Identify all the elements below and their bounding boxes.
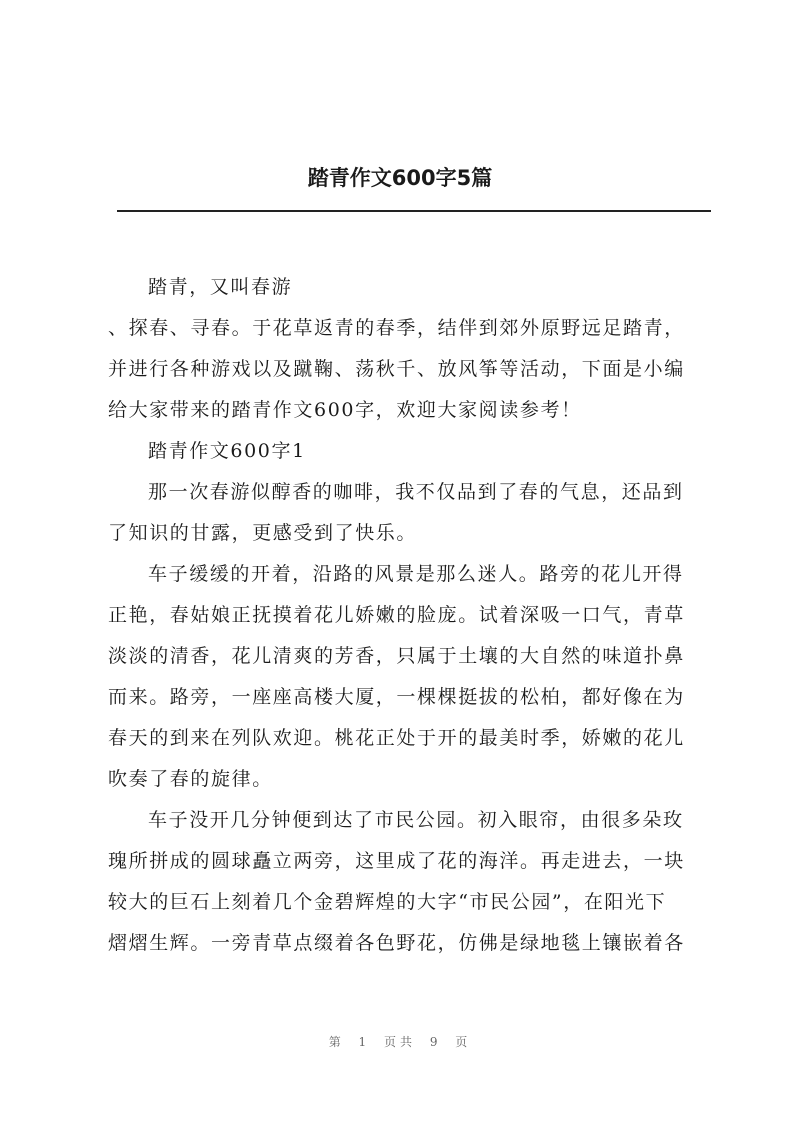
text-line: 给大家带来的踏青作文600字，欢迎大家阅读参考！	[108, 399, 582, 421]
document-title: 踏青作文600字5篇	[307, 166, 493, 190]
text-line: 车子没开几分钟便到达了市民公园。初入眼帘，由很多朵玫	[148, 809, 684, 831]
text-line: 熠熠生辉。一旁青草点缀着各色野花，仿佛是绿地毯上镶嵌着各	[108, 932, 685, 954]
text-line: 较大的巨石上刻着几个金碧辉煌的大字“市民公园”，在阳光下	[108, 891, 667, 913]
title-underline	[117, 210, 711, 212]
text-line: 、探春、寻春。于花草返青的春季，结伴到郊外原野远足踏青，	[108, 317, 685, 339]
section-heading: 踏青作文600字1	[148, 440, 306, 462]
page-footer: 第 1 页共 9 页	[328, 1035, 472, 1049]
text-line: 并进行各种游戏以及蹴鞠、荡秋千、放风筝等活动，下面是小编	[108, 358, 685, 380]
text-line: 正艳，春姑娘正抚摸着花儿娇嫩的脸庞。试着深吸一口气，青草	[108, 604, 685, 626]
text-line: 踏青，又叫春游	[148, 276, 293, 298]
text-line: 了知识的甘露，更感受到了快乐。	[108, 522, 418, 544]
text-line: 那一次春游似醇香的咖啡，我不仅品到了春的气息，还品到	[148, 481, 684, 503]
text-line: 瑰所拼成的圆球矗立两旁，这里成了花的海洋。再走进去，一块	[108, 850, 685, 872]
text-line: 而来。路旁，一座座高楼大厦，一棵棵挺拔的松柏，都好像在为	[108, 686, 685, 708]
text-line: 吹奏了春的旋律。	[108, 768, 273, 790]
text-line: 春天的到来在列队欢迎。桃花正处于开的最美时季，娇嫩的花儿	[108, 727, 685, 749]
text-line: 车子缓缓的开着，沿路的风景是那么迷人。路旁的花儿开得	[148, 563, 684, 585]
text-line: 淡淡的清香，花儿清爽的芳香，只属于土壤的大自然的味道扑鼻	[108, 645, 685, 667]
document-body	[108, 267, 708, 964]
